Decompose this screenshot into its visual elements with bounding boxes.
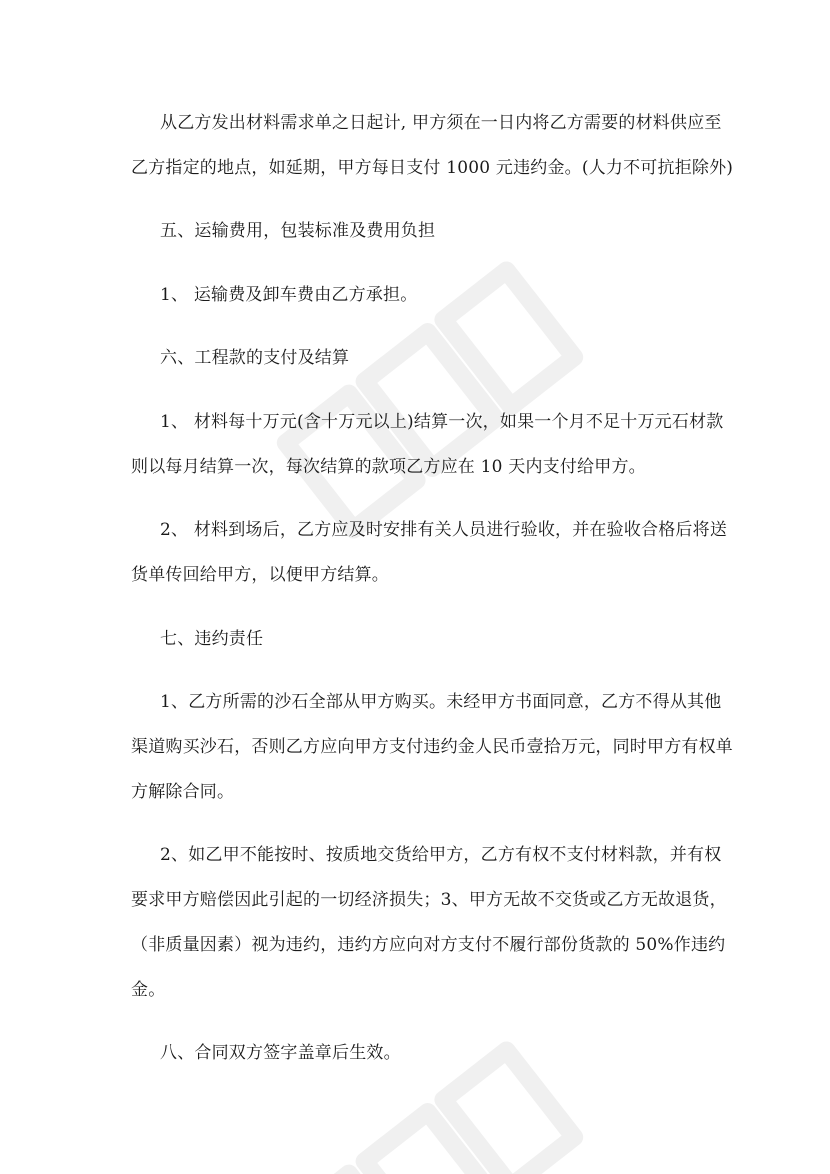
paragraph-line: 货单传回给甲方，以便甲方结算。 — [131, 565, 389, 585]
section-heading: 八、合同双方签字盖章后生效。 — [160, 1043, 401, 1063]
paragraph-line: 则以每月结算一次，每次结算的款项乙方应在 10 天内支付给甲方。 — [131, 457, 646, 477]
section-heading: 七、违约责任 — [160, 629, 264, 649]
paragraph-line: 金。 — [131, 980, 166, 1000]
section-heading: 五、运输费用，包装标准及费用负担 — [160, 221, 436, 241]
paragraph-line: 1、乙方所需的沙石全部从甲方购买。未经甲方书面同意，乙方不得从其他 — [160, 692, 722, 712]
section-heading: 六、工程款的支付及结算 — [160, 348, 350, 368]
paragraph-line: 1、 材料每十万元(含十万元以上)结算一次，如果一个月不足十万元石材款 — [160, 412, 724, 432]
paragraph-line: 渠道购买沙石，否则乙方应向甲方支付违约金人民币壹拾万元，同时甲方有权单 — [131, 737, 733, 757]
paragraph-line: 从乙方发出材料需求单之日起计, 甲方须在一日内将乙方需要的材料供应至 — [160, 113, 722, 133]
paragraph-line: （非质量因素）视为违约，违约方应向对方支付不履行部份货款的 50%作违约 — [131, 935, 726, 955]
paragraph-line: 2、如乙甲不能按时、按质地交货给甲方，乙方有权不支付材料款，并有权 — [160, 845, 722, 865]
paragraph-line: 方解除合同。 — [131, 782, 235, 802]
paragraph-line: 2、 材料到场后，乙方应及时安排有关人员进行验收，并在验收合格后将送 — [160, 520, 728, 540]
paragraph-line: 要求甲方赔偿因此引起的一切经济损失；3、甲方无故不交货或乙方无故退货， — [131, 890, 727, 910]
paragraph-line: 1、 运输费及卸车费由乙方承担。 — [160, 285, 418, 305]
paragraph-line: 乙方指定的地点，如延期，甲方每日支付 1000 元违约金。(人力不可抗拒除外) — [131, 158, 734, 178]
